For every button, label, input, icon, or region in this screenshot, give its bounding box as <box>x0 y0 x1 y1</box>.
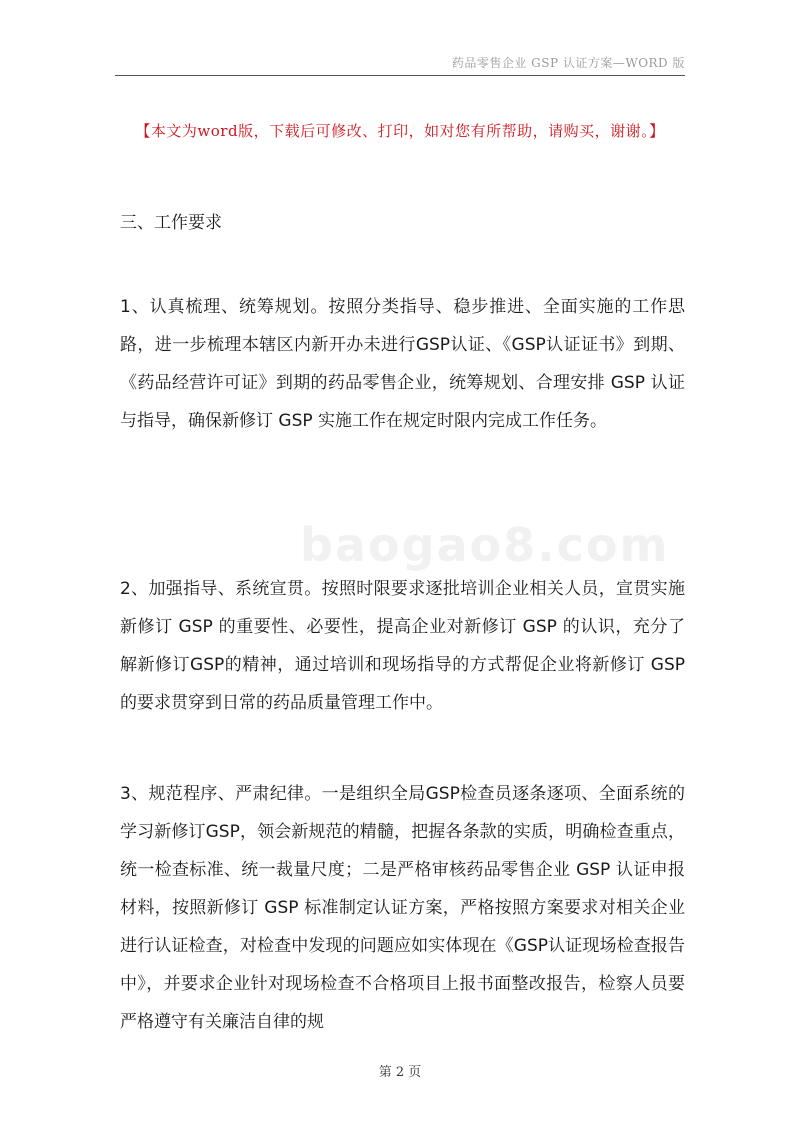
header-title: 药品零售企业 GSP 认证方案—WORD 版 <box>451 56 685 70</box>
paragraph-1: 1、认真梳理、统筹规划。按照分类指导、稳步推进、全面实施的工作思路，进一步梳理本辖区内新开办未进行GSP认证、《GSP认证证书》到期、《药品经营许可证》到期的药品零售企业，统筹规划、合理安排 GSP 认证与指导，确保新修订 GSP 实施工作在规定时限内完成工作任务。 <box>120 297 685 431</box>
section-title: 三、工作要求 <box>120 213 222 233</box>
paragraph-3: 3、规范程序、严肃纪律。一是组织全局GSP检查员逐条逐项、全面系统的学习新修订GSP，领会新规范的精髓，把握各条款的实质，明确检查重点，统一检查标准、统一裁量尺度；二是严格审核药品零售企业 GSP 认证申报材料，按照新修订 GSP 标准制定认证方案，严格按照方案要求对相关企业进行认证检查，对检查中发现的问题应如实体现在《GSP认证现场检查报告中》，并要求企业针对现场检查不合格项目上报书面整改报告，检察人员要严格遵守有关廉洁自律的规 <box>120 784 685 1032</box>
purchase-notice: 【本文为word版，下载后可修改、打印，如对您有所帮助，请购买，谢谢。】 <box>135 122 665 140</box>
watermark: baogao8.com <box>300 518 670 572</box>
header-divider <box>115 75 685 76</box>
page-number: 第 2 页 <box>378 1065 422 1080</box>
paragraph-2: 2、加强指导、系统宣贯。按照时限要求逐批培训企业相关人员，宣贯实施新修订 GSP 的重要性、必要性，提高企业对新修订 GSP 的认识，充分了解新修订GSP的精神，通过培训和现场指导的方式帮促企业将新修订 GSP 的要求贯穿到日常的药品质量管理工作中。 <box>120 579 685 713</box>
